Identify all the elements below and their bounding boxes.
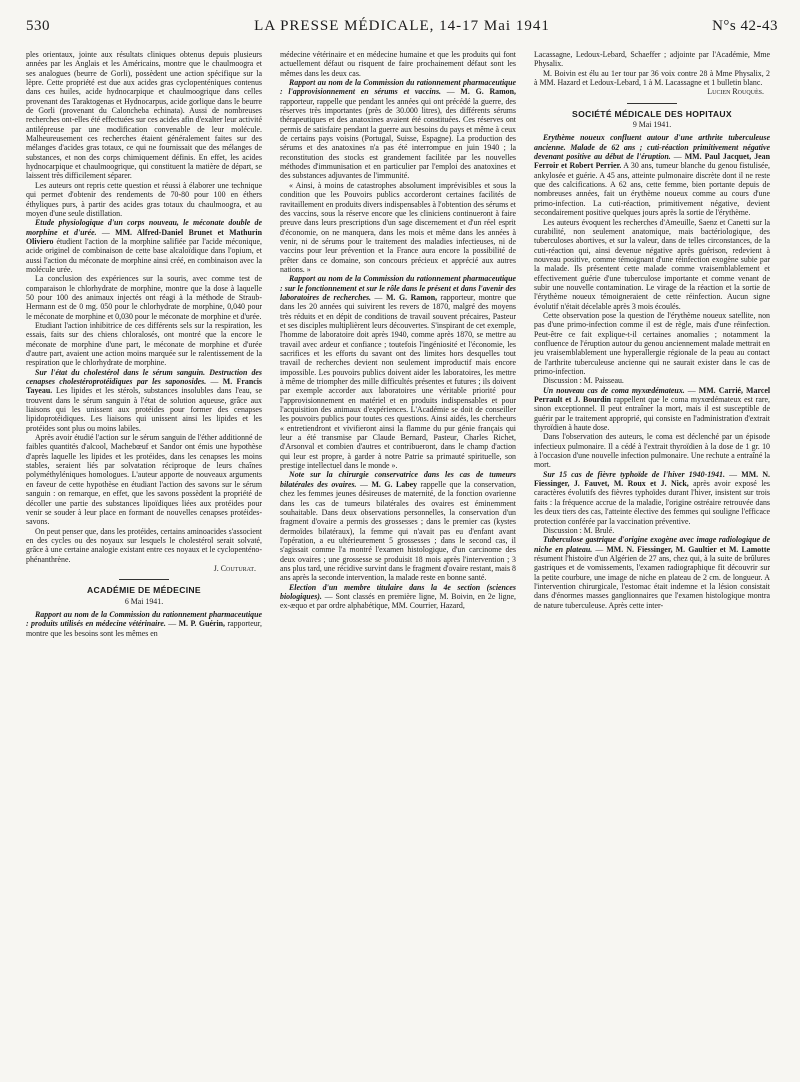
paragraph: La conclusion des expériences sur la souris, avec comme test de comparaison le chlorhydrate de morphine, montre que la dose à laquelle 50 pour 100 des animaux injectés ont réagi à la méthode de Straub-Hermann est de 0 mg. 050 pour le chlorhydrate de morphine, 0,040 pour le méconate de morphine et 0,030 pour le méconate de morphine et d'urée.: [26, 274, 262, 321]
section-date: 9 Mai 1941.: [632, 120, 672, 130]
article-title: Erythème noueux confluent autour d'une arthrite tuberculeuse ancienne. Malade de 62 ans ; cuti-réaction primitivement négative devenant positive au début de l'éruption.: [534, 133, 770, 162]
paragraph: Les auteurs ont repris cette question et réussi à élaborer une technique qui permet d'obtenir des rendements de 70-80 pour 100 en éthers éthyliques purs, à partir des acides gras totaux du chaulmoogra, et au moyen d'une seule distillation.: [26, 180, 262, 218]
section-divider: [119, 579, 169, 580]
article-title: Tuberculose gastrique d'origine exogène avec image radiologique de niche en plateau.: [534, 535, 770, 554]
article-text: rapporteur, rappelle que pendant les années qui ont précédé la guerre, des réserves très importantes (près de 30.000 litres), des différents sérums thérapeutiques et des anatoxines avaient été constituées. Ces réserves ont permis de satisfaire pendant la guerre aux besoins du pays et même à ceux de certains pays voisins (Portugal, Suisse, Espagne). La production des sérums et des anatoxines n'a pas été interrompue en juin 1940 ; la reconstitution des stocks est grandement facilitée par les nouvelles méthodes d'immunisation et en particulier par l'emploi des anatoxines et des substances adjuvantes de l'immunité.: [280, 96, 516, 181]
signature: J. Couturat.: [213, 563, 256, 573]
paragraph: ples orientaux, jointe aux résultats cliniques obtenus depuis plusieurs années par les Anglais et les Américains, montre que le chaulmoogra et ses analogues (beurre de Gorli), possèdent une action spécifique sur la lèpre. Cette propriété est due aux acides gras cyclopenténiques contenus dans ces huiles, acide hydnocarpique et chaulmoogrique dans celles provenant des Taraktogenas et Hydnocarpus, acide gorlique dans le beurre de Gorli (provenant du Caloncheba echinata). Aussi de nombreuses recherches ont-elles été effectuées sur ces acides afin d'exalter leur activité antilépreuse par une modification convenable de leur molécule. Malheureusement ces recherches étaient généralement faites sur des mélanges d'acides gras totaux, ce qui ne fournissait que des mélanges de substances, et non des corps chimiquement définis. En effet, les acides hydnocarpique et chaulmoogrique, qui constituent la matière de départ, se laissent très difficilement séparer.: [26, 50, 262, 181]
journal-title: LA PRESSE MÉDICALE, 14-17 Mai 1941: [254, 18, 550, 34]
article-authors: MM. Carrié, Marcel Perrault et J. Bourdin: [534, 385, 770, 405]
article-text: Les lipides et les stérols, substances insolubles dans l'eau, se trouvent dans le sérum sanguin à l'état de solution aqueuse, grâce aux liaisons qui les unissent aux protéides pour former des cenapses lipidoprotéidiques. Les liaisons qui unissent ainsi les lipides et les protéides sont plus ou moins labiles.: [26, 386, 262, 433]
signature: Lucien Rouquès.: [707, 87, 764, 97]
paragraph: M. Boivin est élu au 1er tour par 36 voix contre 28 à Mme Physalix, 2 à MM. Hazard et Ledoux-Lebard, 1 à M. Lacassagne et 1 bulletin blanc.: [534, 68, 770, 88]
article-title: Sur l'état du cholestérol dans le sérum sanguin. Destruction des cenapses cholestéroprotéidiques par les saponosides.: [26, 367, 262, 387]
section-title: ACADÉMIE DE MÉDECINE: [87, 585, 201, 596]
section-date: 6 Mai 1941.: [124, 596, 164, 606]
article-title: Rapport au nom de la Commission du rationnement pharmaceutique : produits utilisés en médecine vétérinaire.: [26, 609, 262, 629]
article: Erythème noueux confluent autour d'une arthrite tuberculeuse ancienne. Malade de 62 ans ; cuti-réaction primitivement négative devenant positive au début de l'éruption. — MM. Paul Jacquet, Jean Ferroir et Robert Perrier. A 30 ans, tumeur blanche du genou fistulisée, ankylosée et guérie. A 45 ans, atteinte pulmonaire discrète dont il ne reste que des calcifications. A 62 ans, cette femme, bien portante depuis de nombreuses années, fait un érythème noueux comme au cours d'une primo-infection. La cuti-réaction, primitivement négative, devient secondairement positive quelques jours après la sortie de l'érythème.: [534, 133, 770, 218]
column-3: [534, 50, 770, 1080]
article-authors: M. G. Ramon,: [385, 292, 438, 302]
article-title: Rapport au nom de la Commission du rationnement pharmaceutique : l'approvisionnement en sérums et vaccins.: [280, 78, 516, 97]
article-authors: MM. N. Fiessinger, J. Fauvet, M. Roux et J. Nick,: [534, 469, 770, 489]
article: Note sur la chirurgie conservatrice dans les cas de tumeurs bilatérales des ovaires. — M. G. Labey rappelle que la conservation, chez les femmes jeunes désireuses de maternité, de la fonction ovarienne dans les cas de tumeurs bilatérales des ovaires est éminemment souhaitable. Dans deux observations personnelles, la conservation d'un fragment d'ovaire a permis des grossesses ; dans le premier cas (kystes dermoïdes bilatéraux), la femme qui n'avait pas eu d'enfant avant l'opération, a eu ultérieurement 5 grossesses ; dans le second cas, il s'agissait comme l'a montré l'examen histologique, d'un carcinome des deux ovaires ; une grossesse se produisit 18 mois après l'intervention ; 3 ans plus tard, une récidive survint dans le fragment d'ovaire restant, mais 8 ans après la seconde intervention, la malade reste en bonne santé.: [280, 470, 516, 583]
paragraph: Lacassagne, Ledoux-Lebard, Schaeffer ; adjointe par l'Académie, Mme Physalix.: [534, 50, 770, 69]
article-title: Rapport au nom de la Commission du rationnement pharmaceutique : sur le fonctionnement et sur le rôle dans le présent et dans l'avenir des laboratoires de recherches.: [280, 274, 516, 302]
article-authors: MM. N. Fiessinger, M. Gaultier et M. Lamotte: [606, 544, 770, 554]
section-divider: [627, 103, 677, 104]
paragraph: Dans l'observation des auteurs, le coma est déclenché par un épisode infectieux pulmonaire. Il a cédé à l'extrait thyroïdien à la dose de 1 gr. 10 à l'occasion d'une nouvelle infection pulmonaire. Une rechute a entraîné la mort.: [534, 432, 770, 470]
article-title: Etude physiologique d'un corps nouveau, le méconate double de morphine et d'urée.: [26, 218, 262, 237]
paragraph: Après avoir étudié l'action sur le sérum sanguin de l'éther additionné de faibles quantités d'alcool, Machebœuf et Sandor ont émis une hypothèse d'après laquelle les lipides et les protéides, dans les cenapses les moins stables, seraient liés par solvatation réciproque de leurs chaînes polyméthyléniques homologues. L'auteur apporte de nouveaux arguments en faveur de cette hypothèse en étudiant l'action des savons sur le sérum sanguin : on remarque, en effet, que les savons possèdent la propriété de décoller une partie des substances lipoïdiques liées aux protéides pour venir se souder à leur place en formant de nouvelles cenapses protéides-savons.: [26, 433, 262, 527]
article-title: Note sur la chirurgie conservatrice dans les cas de tumeurs bilatérales des ovaires.: [280, 470, 516, 489]
article: Tuberculose gastrique d'origine exogène avec image radiologique de niche en plateau. — MM. N. Fiessinger, M. Gaultier et M. Lamotte résument l'histoire d'un Algérien de 27 ans, chez qui, à la suite de brûlures gastriques et de vomissements, l'examen radiographique fit découvrir sur la petite courbure, une image de niche en plateau de 2 cm. de longueur. A l'intervention chirurgicale, l'estomac était indemne et la lésion consistait dans d'énormes masses ganglionnaires que l'examen histologique montra de nature tuberculeuse. Après cette inter-: [534, 535, 770, 610]
paragraph: médecine vétérinaire et en médecine humaine et que les produits qui font actuellement défaut ou risquent de faire prochainement défaut sont les mêmes dans les deux cas.: [280, 50, 516, 78]
article-title: Un nouveau cas de coma myxœdémateux.: [543, 385, 685, 395]
article-title: Sur 15 cas de fièvre typhoïde de l'hiver 1940-1941.: [543, 469, 725, 479]
paragraph: Les auteurs évoquent les recherches d'Ameuille, Saenz et Canetti sur la curabilité, non seulement anatomique, mais bactériologique, des tuberculoses abortives, et sur la valeur, dans de telles circonstances, de la cuti-réaction qui, ainsi devenue négative après guérison, redevient à nouveau positive, comme témoignant d'une réinfection exogène subie par la malade. Ils présentent cette malade comme vraisemblablement et effectivement guérie d'une tuberculose importante et comme venant de subir une nouvelle contamination. Le virage de la réaction et la sortie de l'érythème noueux témoigneraient de cette réinfection. Aucun signe évolutif n'était décelable après 3 mois écoulés.: [534, 217, 770, 311]
article: Rapport au nom de la Commission du rationnement pharmaceutique : l'approvisionnement en sérums et vaccins. — M. G. Ramon, rapporteur, rappelle que pendant les années qui ont précédé la guerre, des réserves très importantes (près de 30.000 litres), des différents sérums thérapeutiques et des anatoxines avaient été constituées. Ces réserves ont permis de satisfaire pendant la guerre aux besoins du pays et même à ceux de certains pays voisins (Portugal, Suisse, Espagne). La production des sérums et des anatoxines n'a pas été interrompue en juin 1940 ; la reconstitution des stocks est grandement facilitée par les nouvelles méthodes d'immunisation et en particulier par l'emploi des anatoxines et des substances adjuvantes de l'immunité.: [280, 78, 516, 181]
article: Rapport au nom de la Commission du rationnement pharmaceutique : sur le fonctionnement et sur le rôle dans le présent et dans l'avenir des laboratoires de recherches. — M. G. Ramon, rapporteur, montre que dans les 20 années qui suivirent les revers de 1870, malgré des moyens très réduits et en dépit de conditions de travail souvent précaires, Pasteur et ses disciples multiplièrent leurs découvertes. S'inspirant de cet exemple, l'homme de laboratoire doit après 1940, comme après 1870, se mettre au travail avec ardeur et confiance ; toutefois l'ingéniosité et l'économie, les sacrifices et les efforts du savant ont des limites hors desquelles tout travail de recherches devient non seulement improductif mais encore impossible. Les pouvoirs publics doivent aider les laboratoires, les mettre à même de triompher des mille difficultés présentes et futures ; ils doivent par exemple accorder aux laboratoires une véritable priorité pour l'approvisionnement en matériel et en produits indispensables et pour l'acquisition des animaux d'expériences. L'Académie se doit de conseiller les pouvoirs publics pour toutes ces questions. Ainsi aidés, les chercheurs « entretiendront et vivifieront ainsi la flamme du pur génie français qui leur a été transmise par Claude Bernard, Pasteur, Charles Richet, d'Arsonval et combien d'autres et contribueront, dans le champ d'action qui leur est propre, à garder à notre Patrie sa primauté spirituelle, son prestige intellectuel dans le monde ».: [280, 274, 516, 471]
article: Rapport au nom de la Commission du rationnement pharmaceutique : produits utilisés en médecine vétérinaire. — M. P. Guérin, rapporteur, montre que les besoins sont les mêmes en: [26, 609, 262, 638]
article-authors: M. G. Ramon,: [460, 87, 516, 97]
column-2: [280, 50, 516, 1080]
article: Un nouveau cas de coma myxœdémateux. — MM. Carrié, Marcel Perrault et J. Bourdin rappellent que le coma myxœdémateux est rare, sinon exceptionnel. Il peut entraîner la mort, mais il est susceptible de guérir par le traitement approprié, qui consiste en l'administration d'extrait thyroïdien à haute dose.: [534, 385, 770, 433]
text-columns: [26, 50, 778, 1080]
article: Sur 15 cas de fièvre typhoïde de l'hiver 1940-1941. — MM. N. Fiessinger, J. Fauvet, M. Roux et J. Nick, après avoir exposé les caractères évolutifs des fièvres typhoïdes durant l'hiver, insistent sur trois faits : la fréquence accrue de la maladie, l'origine ostréaire retrouvée dans les deux tiers des cas, l'atteinte élective des femmes qui souligne l'efficace protection conférée par la vaccination préventive.: [534, 469, 770, 526]
article-text: rapporteur, montre que les besoins sont les mêmes en: [26, 619, 262, 638]
paragraph: « Ainsi, à moins de catastrophes absolument imprévisibles et sous la condition que les Pouvoirs publics accorderont certaines facilités de ravitaillement en produits divers indispensables à l'obtention des sérums et des vaccins, sous la réserve encore que les cliniciens continueront à faire preuve dans leurs prescriptions d'un sage discernement et d'un réel esprit d'économie, on ne manquera, dans les mois et même dans les années à venir, ni de sérums pour le traitement des maladies infectieuses, ni de vaccins pour leur prévention et la France aura encore la possibilité de prêter dans ce domaine, son concours précieux et apprécié aux autres nations. »: [280, 180, 516, 274]
article: [280, 583, 516, 611]
article-text: rappelle que la conservation, chez les femmes jeunes désireuses de maternité, de la fonction ovarienne dans les cas de tumeurs bilatérales des ovaires est éminemment souhaitable. Dans deux observations personnelles, la conservation d'un fragment d'ovaire a permis des grossesses ; dans le premier cas (kystes dermoïdes bilatéraux), la femme qui n'avait pas eu d'enfant avant l'opération, a eu ultérieurement 5 grossesses ; dans le second cas, il s'agissait comme l'a montré l'examen histologique, d'un carcinome des deux ovaires ; une grossesse se produisit 18 mois après l'intervention ; 3 ans plus tard, une récidive survint dans le fragment d'ovaire restant, mais 8 ans après la seconde intervention, la malade reste en bonne santé.: [280, 479, 516, 583]
article-text: après avoir exposé les caractères évolutifs des fièvres typhoïdes durant l'hiver, insistent sur trois faits : la fréquence accrue de la maladie, l'origine ostréaire retrouvée dans les deux tiers des cas, l'atteinte élective des femmes qui souligne l'efficace protection conférée par la vaccination préventive.: [534, 479, 770, 526]
article-text: — Sont classés en première ligne, M. Boivin, en 2e ligne, ex-æquo et par ordre alphabétique, MM. Courrier, Hazard,: [280, 591, 516, 611]
article-authors: MM. Paul Jacquet, Jean Ferroir et Robert Perrier.: [534, 152, 770, 171]
discussion: Discussion : M. Paisseau.: [543, 376, 624, 386]
article-text: rappellent que le coma myxœdémateux est rare, sinon exceptionnel. Il peut entraîner la mort, mais il est susceptible de guérir par le traitement approprié, qui consiste en l'administration d'extrait thyroïdien à haute dose.: [534, 395, 770, 433]
article-text: résument l'histoire d'un Algérien de 27 ans, chez qui, à la suite de brûlures gastriques et de vomissements, l'examen radiographique fit découvrir sur la petite courbure, une image de niche en plateau de 2 cm. de longueur. A l'intervention chirurgicale, l'estomac était indemne et la lésion consistait dans d'énormes masses ganglionnaires que l'examen histologique montra de nature tuberculeuse. Après cette inter-: [534, 553, 770, 610]
page-header: [26, 18, 778, 42]
article: Etude physiologique d'un corps nouveau, le méconate double de morphine et d'urée. — MM. Alfred-Daniel Brunet et Mathurin Oliviero étudient l'action de la morphine salifiée par l'acide méconique, acide originel de combinaison de cette base alcaloïdique dans l'opium, et aussi l'action du méconate de morphine ainsi créé, en combinaison avec la molécule urée.: [26, 218, 262, 274]
article-title: Election d'un membre titulaire dans la 4e section (sciences biologiques).: [280, 582, 516, 601]
article: Sur l'état du cholestérol dans le sérum sanguin. Destruction des cenapses cholestéroprotéidiques par les saponosides. — M. Francis Tayeau. Les lipides et les stérols, substances insolubles dans l'eau, se trouvent dans le sérum sanguin à l'état de solution aqueuse, grâce aux liaisons qui les unissent aux protéides pour former des cenapses lipidoprotéidiques. Les liaisons qui unissent ainsi les lipides et les protéides sont plus ou moins labiles.: [26, 367, 262, 433]
column-1: [26, 50, 262, 1080]
article-authors: M. Francis Tayeau.: [26, 377, 262, 396]
discussion: Discussion : M. Brulé.: [543, 525, 615, 535]
section-title: SOCIÉTÉ MÉDICALE DES HOPITAUX: [572, 108, 732, 119]
article-text: rapporteur, montre que dans les 20 années qui suivirent les revers de 1870, malgré des moyens très réduits et en dépit de conditions de travail souvent précaires, Pasteur et ses disciples multiplièrent leurs découvertes. S'inspirant de cet exemple, l'homme de laboratoire doit après 1940, comme après 1870, se mettre au travail avec ardeur et confiance ; toutefois l'ingéniosité et l'économie, les sacrifices et les efforts du savant ont des limites hors desquelles tout travail de recherches devient non seulement improductif mais encore impossible. Les pouvoirs publics doivent aider les laboratoires, les mettre à même de triompher des mille difficultés présentes et futures ; ils doivent par exemple accorder aux laboratoires une véritable priorité pour l'approvisionnement en matériel et en produits indispensables et pour l'acquisition des animaux d'expériences. L'Académie se doit de conseiller les pouvoirs publics pour toutes ces questions. Ainsi aidés, les chercheurs « entretiendront et vivifieront ainsi la flamme du pur génie français qui leur a été transmise par Claude Bernard, Pasteur, Charles Richet, d'Arsonval et combien d'autres et contribueront, dans le champ d'action qui leur est propre, à garder à notre Patrie sa primauté spirituelle, son prestige intellectuel dans le monde ».: [280, 292, 516, 471]
page-number: 530: [26, 18, 50, 34]
article-text: A 30 ans, tumeur blanche du genou fistulisée, ankylosée et guérie. A 45 ans, atteinte pulmonaire discrète dont il ne reste que des calcifications. A 62 ans, cette femme, bien portante depuis de nombreuses années, fait un érythème noueux comme au cours d'une primo-infection. La cuti-réaction, primitivement négative, devient secondairement positive quelques jours après la sortie de l'érythème.: [534, 161, 770, 218]
article-authors: M. P. Guérin,: [178, 619, 226, 629]
issue-number: N°s 42-43: [712, 18, 778, 34]
article-authors: M. G. Labey: [371, 479, 418, 489]
paragraph: On peut penser que, dans les protéides, certains aminoacides s'associent en des cycles ou des noyaux sur lesquels le cholestérol serait solvaté, grâce à une certaine analogie existant entre ces noyaux et le cyclopenténo-phénanthrène.: [26, 526, 262, 564]
paragraph: Cette observation pose la question de l'érythème noueux satellite, non pas d'une primo-infection comme il est de règle, mais d'une réinfection. Peut-être ce fait explique-t-il certaines anomalies ; notamment la confluence de l'éruption autour du genou anciennement malade mettrait en jeu vraisemblablement une hyperallergie régionale de la peau au contact de l'arthrite tuberculeuse ancienne qui ne saurait exister dans le cas de primo-infection.: [534, 310, 770, 376]
article-text: étudient l'action de la morphine salifiée par l'acide méconique, acide originel de combinaison de cette base alcaloïdique dans l'opium, et aussi l'action du méconate de morphine ainsi créé, en combinaison avec la molécule urée.: [26, 236, 262, 274]
paragraph: Etudiant l'action inhibitrice de ces différents sels sur la respiration, les essais, faits sur des chiens chloralosés, ont montré que la encore le méconate de morphine d'une part, le méconate de morphine et d'urée d'autre part, avaient une action moins marquée sur le ralentissement de la respiration que le chlorhydrate de morphine.: [26, 320, 262, 368]
article-authors: MM. Alfred-Daniel Brunet et Mathurin Oliviero: [26, 227, 262, 246]
